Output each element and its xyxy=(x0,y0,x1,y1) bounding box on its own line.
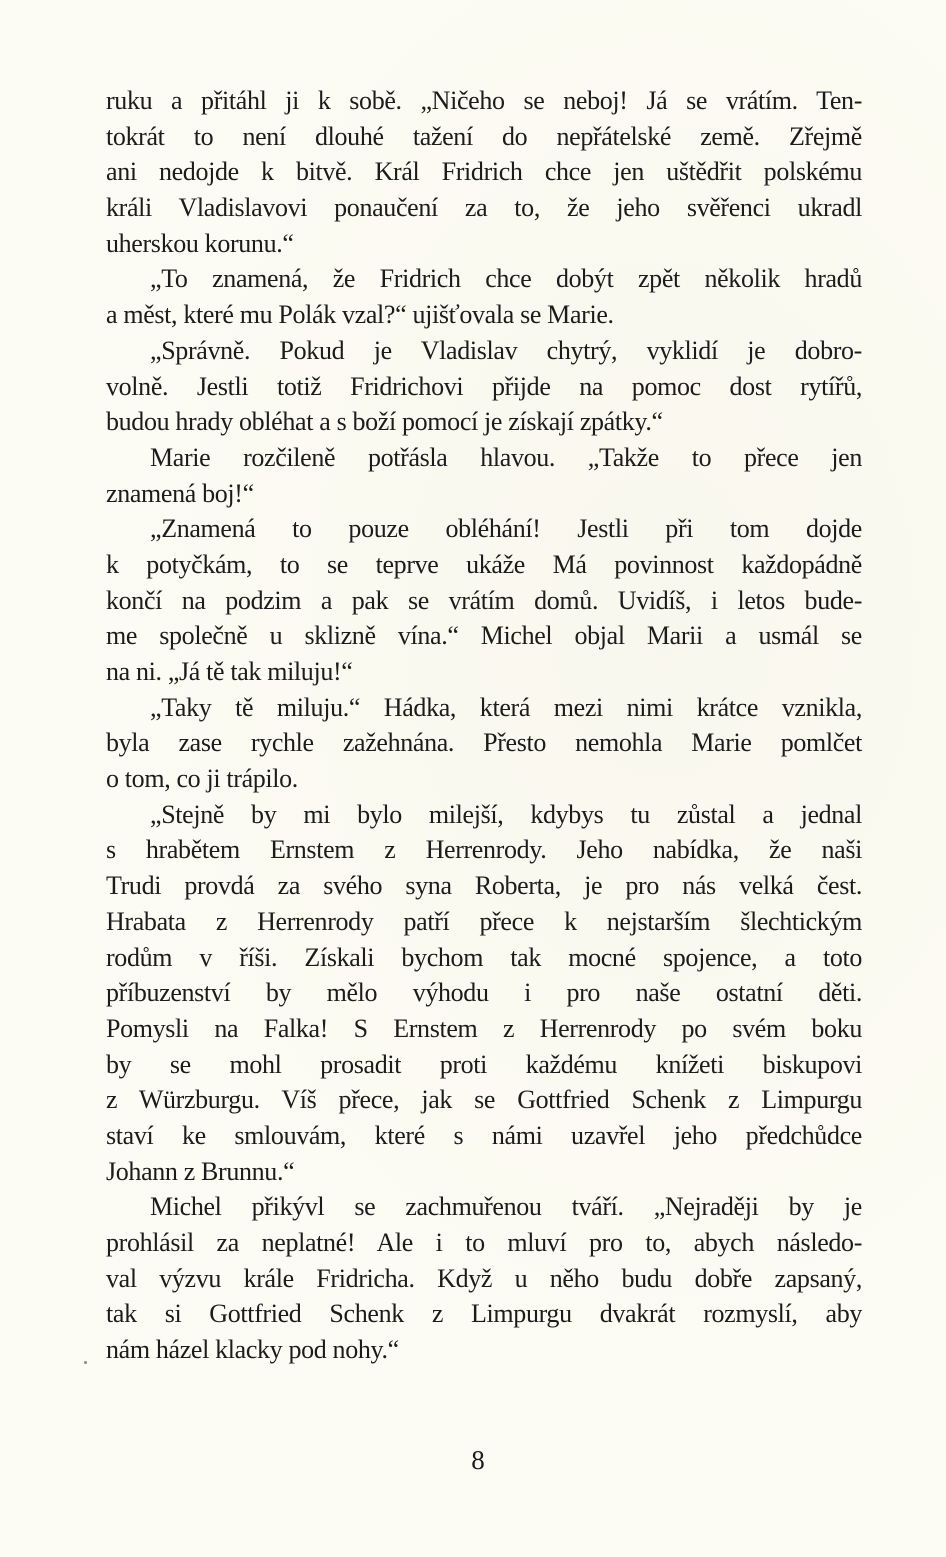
text-line: Trudi provdá za svého syna Roberta, je pro nás velká čest. xyxy=(106,871,862,901)
text-line: uherskou korunu.“ xyxy=(106,228,294,258)
text-line: „Správně. Pokud je Vladislav chytrý, vyklidí je dobro- xyxy=(150,335,862,365)
paragraph xyxy=(106,511,862,689)
text-line: byla zase rychle zažehnána. Přesto nemohla Marie pomlčet xyxy=(106,728,862,758)
text-line: „Znamená to pouze obléhání! Jestli při tom dojde xyxy=(150,514,862,544)
text-line: znamená boj!“ xyxy=(106,478,254,508)
text-line: rodům v říši. Získali bychom tak mocné spojence, a toto xyxy=(106,942,862,972)
text-line: by se mohl prosadit proti každému knížeti biskupovi xyxy=(106,1049,862,1079)
text-line: nám házel klacky pod nohy.“ xyxy=(106,1335,399,1365)
text-line: staví ke smlouvám, které s námi uzavřel jeho předchůdce xyxy=(106,1120,862,1150)
text-line: na ni. „Já tě tak miluju!“ xyxy=(106,657,353,686)
text-line: ruku a přitáhl ji k sobě. „Ničeho se neboj! Já se vrátím. Ten- xyxy=(106,86,862,115)
text-line: o tom, co ji trápilo. xyxy=(106,764,298,794)
text-line: králi Vladislavovi ponaučení za to, že jeho svěřenci ukradl xyxy=(106,193,862,223)
page-number: 8 xyxy=(471,1445,485,1475)
text-line: Hrabata z Herrenrody patří přece k nejstarším šlechtickým xyxy=(106,906,862,936)
body-text xyxy=(106,83,862,1368)
text-line: „Stejně by mi bylo milejší, kdybys tu zůstal a jednal xyxy=(150,799,862,829)
paragraph xyxy=(106,333,862,440)
paragraph xyxy=(106,797,862,1190)
text-line: končí na podzim a pak se vrátím domů. Uvidíš, i letos bude- xyxy=(106,585,862,615)
text-line: příbuzenství by mělo výhodu i pro naše ostatní děti. xyxy=(106,978,862,1008)
text-line: me společně u sklizně vína.“ Michel objal Marii a usmál se xyxy=(106,621,862,651)
text-line: tak si Gottfried Schenk z Limpurgu dvakrát rozmyslí, aby xyxy=(106,1299,862,1329)
text-line: val výzvu krále Fridricha. Když u něho budu dobře zapsaný, xyxy=(106,1263,862,1293)
text-line: „To znamená, že Fridrich chce dobýt zpět několik hradů xyxy=(150,264,862,294)
text-line: Johann z Brunnu.“ xyxy=(106,1156,295,1186)
text-line: Marie rozčileně potřásla hlavou. „Takže to přece jen xyxy=(150,442,862,472)
text-line: Michel přikývl se zachmuřenou tváří. „Nejraději by je xyxy=(150,1192,862,1222)
text-line: „Taky tě miluju.“ Hádka, která mezi nimi krátce vznikla, xyxy=(150,692,862,722)
text-line: volně. Jestli totiž Fridrichovi přijde na pomoc dost rytířů, xyxy=(106,371,862,401)
scan-speck xyxy=(84,1361,87,1364)
text-line: Pomysli na Falka! S Ernstem z Herrenrody po svém boku xyxy=(106,1013,862,1043)
text-line: tokrát to není dlouhé tažení do nepřátelské země. Zřejmě xyxy=(106,121,862,151)
text-line: k potyčkám, to se teprve ukáže Má povinnost každopádně xyxy=(106,549,862,579)
paragraph xyxy=(106,1189,862,1367)
text-line: prohlásil za neplatné! Ale i to mluví pro to, abych následo- xyxy=(106,1228,862,1257)
text-line: a měst, které mu Polák vzal?“ ujišťovala se Marie. xyxy=(106,300,614,330)
paragraph xyxy=(106,690,862,797)
paragraph xyxy=(106,83,862,261)
paragraph xyxy=(106,261,862,332)
text-line: s hrabětem Ernstem z Herrenrody. Jeho nabídka, že naši xyxy=(106,835,862,865)
text-line: z Würzburgu. Víš přece, jak se Gottfried Schenk z Limpurgu xyxy=(106,1085,862,1115)
paragraph xyxy=(106,440,862,511)
text-line: budou hrady obléhat a s boží pomocí je získají zpátky.“ xyxy=(106,407,663,437)
text-line: ani nedojde k bitvě. Král Fridrich chce jen uštědřit polskému xyxy=(106,157,862,187)
